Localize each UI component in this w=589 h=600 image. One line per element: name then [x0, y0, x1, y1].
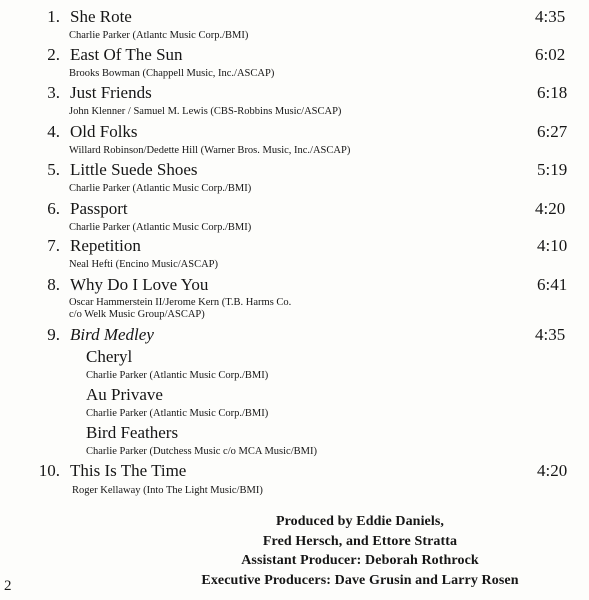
- track-title: She Rote: [70, 7, 132, 26]
- track-duration: 4:20: [535, 199, 566, 218]
- medley-writer: Charlie Parker (Atlantic Music Corp./BMI): [86, 408, 269, 419]
- track-writer: Brooks Bowman (Chappell Music, Inc./ASCAP): [69, 68, 275, 79]
- track-duration: 6:27: [537, 122, 568, 141]
- track-duration: 4:35: [535, 325, 566, 344]
- track-title: Just Friends: [70, 83, 152, 102]
- track-title: This Is The Time: [70, 461, 187, 480]
- track-title: Little Suede Shoes: [70, 160, 198, 179]
- track-title: Old Folks: [70, 122, 138, 141]
- track-number: 2.: [47, 45, 60, 64]
- track-number: 1.: [47, 7, 60, 26]
- track-writer: Roger Kellaway (Into The Light Music/BMI): [72, 485, 263, 496]
- track-number: 3.: [47, 83, 60, 102]
- track-writer: Charlie Parker (Atlantic Music Corp./BMI): [69, 183, 252, 194]
- medley-title: Cheryl: [86, 347, 133, 366]
- track-number: 5.: [47, 160, 60, 179]
- medley-writer: Charlie Parker (Atlantic Music Corp./BMI): [86, 370, 269, 381]
- credit-line: Fred Hersch, and Ettore Stratta: [262, 533, 458, 549]
- track-number: 7.: [47, 236, 60, 255]
- track-title: Why Do I Love You: [70, 275, 209, 294]
- track-title: East Of The Sun: [70, 45, 183, 64]
- track-duration: 5:19: [537, 160, 568, 179]
- credit-line: Assistant Producer: Deborah Rothrock: [241, 553, 479, 568]
- track-duration: 6:41: [537, 275, 568, 294]
- track-duration: 6:18: [537, 83, 568, 102]
- track-title: Passport: [70, 199, 128, 218]
- track-title: Repetition: [70, 236, 141, 255]
- track-title: Bird Medley: [70, 325, 154, 344]
- track-number: 6.: [47, 199, 60, 218]
- track-writer: Oscar Hammerstein II/Jerome Kern (T.B. Harms Co.: [69, 297, 292, 308]
- production-credits: [140, 512, 580, 590]
- track-writer-continued: c/o Welk Music Group/ASCAP): [69, 309, 205, 320]
- track-writer: Charlie Parker (Atlantic Music Corp./BMI): [69, 222, 252, 233]
- track-writer: Charlie Parker (Atlantc Music Corp./BMI): [69, 30, 249, 41]
- page-number: 2: [4, 578, 12, 594]
- track-writer: John Klenner / Samuel M. Lewis (CBS-Robbins Music/ASCAP): [69, 106, 342, 117]
- medley-title: Bird Feathers: [86, 423, 179, 442]
- track-duration: 6:02: [535, 45, 566, 64]
- track-duration: 4:10: [537, 236, 568, 255]
- track-duration: 4:20: [537, 461, 568, 480]
- track-writer: Neal Hefti (Encino Music/ASCAP): [69, 259, 219, 270]
- track-duration: 4:35: [535, 7, 566, 26]
- medley-writer: Charlie Parker (Dutchess Music c/o MCA Music/BMI): [86, 446, 317, 457]
- track-number: 9.: [47, 325, 60, 344]
- track-number: 4.: [47, 122, 60, 141]
- track-number: 8.: [47, 275, 60, 294]
- credit-line: Produced by Eddie Daniels,: [275, 514, 445, 529]
- credit-line: Executive Producers: Dave Grusin and Larry Rosen: [201, 572, 519, 588]
- track-number: 10.: [38, 461, 60, 480]
- medley-title: Au Privave: [86, 385, 163, 404]
- track-writer: Willard Robinson/Dedette Hill (Warner Bros. Music, Inc./ASCAP): [69, 145, 351, 156]
